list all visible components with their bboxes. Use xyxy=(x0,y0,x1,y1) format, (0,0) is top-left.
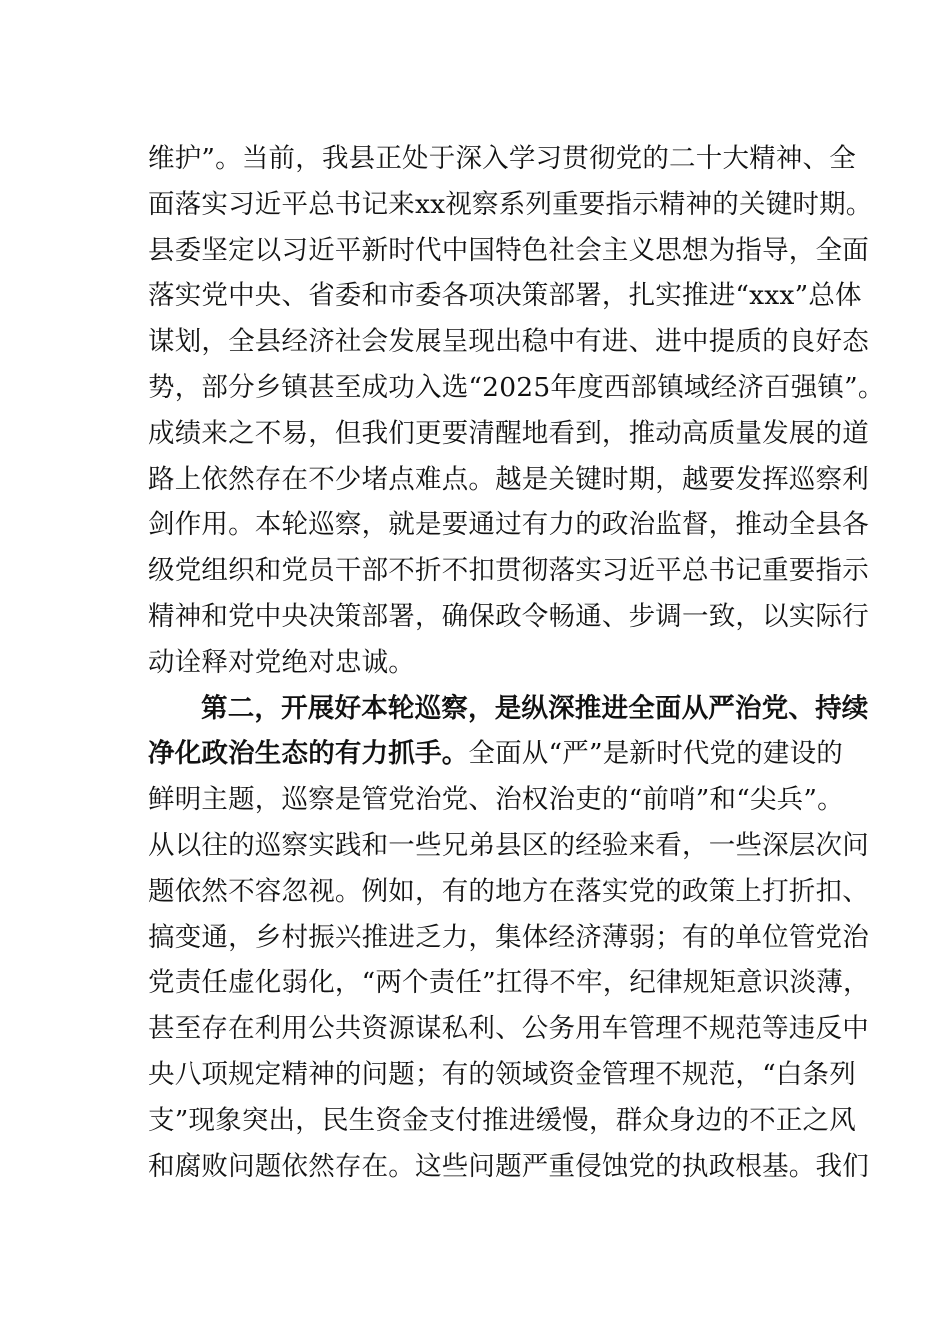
paragraph-1-line-5: 谋划，全县经济社会发展呈现出稳中有进、进中提质的良好态 xyxy=(148,326,869,358)
paragraph-1-line-10: 级党组织和党员干部不折不扣贯彻落实习近平总书记重要指示 xyxy=(148,555,869,587)
paragraph-1-line-6: 势，部分乡镇甚至成功入选“2025年度西部镇域经济百强镇”。 xyxy=(148,371,885,403)
paragraph-2-line-6: 搞变通，乡村振兴推进乏力，集体经济薄弱；有的单位管党治 xyxy=(148,921,869,953)
paragraph-2-heading-line-2: 净化政治生态的有力抓手。 xyxy=(148,738,469,770)
paragraph-1-line-3: 县委坚定以习近平新时代中国特色社会主义思想为指导，全面 xyxy=(148,234,869,266)
paragraph-2-line-9: 央八项规定精神的问题；有的领域资金管理不规范，“白条列 xyxy=(148,1058,856,1090)
paragraph-1-line-11: 精神和党中央决策部署，确保政令畅通、步调一致，以实际行 xyxy=(148,600,869,632)
paragraph-1-line-12: 动诠释对党绝对忠诚。 xyxy=(148,646,415,678)
paragraph-2-line-8: 甚至存在利用公共资源谋私利、公务用车管理不规范等违反中 xyxy=(148,1013,869,1045)
paragraph-1-line-1: 维护”。当前，我县正处于深入学习贯彻党的二十大精神、全 xyxy=(148,143,856,174)
paragraph-2-line-2 xyxy=(148,731,844,777)
paragraph-1-line-7: 成绩来之不易，但我们更要清醒地看到，推动高质量发展的道 xyxy=(148,417,869,449)
paragraph-2-line-2-rest: 全面从“严”是新时代党的建设的 xyxy=(468,738,844,770)
paragraph-1-line-4: 落实党中央、省委和市委各项决策部署，扎实推进“xxx”总体 xyxy=(148,280,862,312)
body-text xyxy=(148,136,885,1189)
paragraph-2-heading-line-1: 第二，开展好本轮巡察，是纵深推进全面从严治党、持续 xyxy=(201,692,869,724)
paragraph-2-line-5: 题依然不容忽视。例如，有的地方在落实党的政策上打折扣、 xyxy=(148,875,869,907)
paragraph-2-line-10: 支”现象突出，民生资金支付推进缓慢，群众身边的不正之风 xyxy=(148,1104,856,1136)
paragraph-2-line-7: 党责任虚化弱化，“两个责任”扛得不牢，纪律规矩意识淡薄， xyxy=(148,967,870,999)
paragraph-1-line-8: 路上依然存在不少堵点难点。越是关键时期，越要发挥巡察利 xyxy=(148,463,869,495)
paragraph-2-line-3: 鲜明主题，巡察是管党治党、治权治吏的“前哨”和“尖兵”。 xyxy=(148,784,844,816)
paragraph-1-line-2: 面落实习近平总书记来xx视察系列重要指示精神的关键时期。 xyxy=(148,188,873,220)
paragraph-2-line-11: 和腐败问题依然存在。这些问题严重侵蚀党的执政根基。我们 xyxy=(148,1150,869,1182)
paragraph-1-line-9: 剑作用。本轮巡察，就是要通过有力的政治监督，推动全县各 xyxy=(148,509,869,541)
paragraph-2-line-4: 从以往的巡察实践和一些兄弟县区的经验来看，一些深层次问 xyxy=(148,829,869,861)
